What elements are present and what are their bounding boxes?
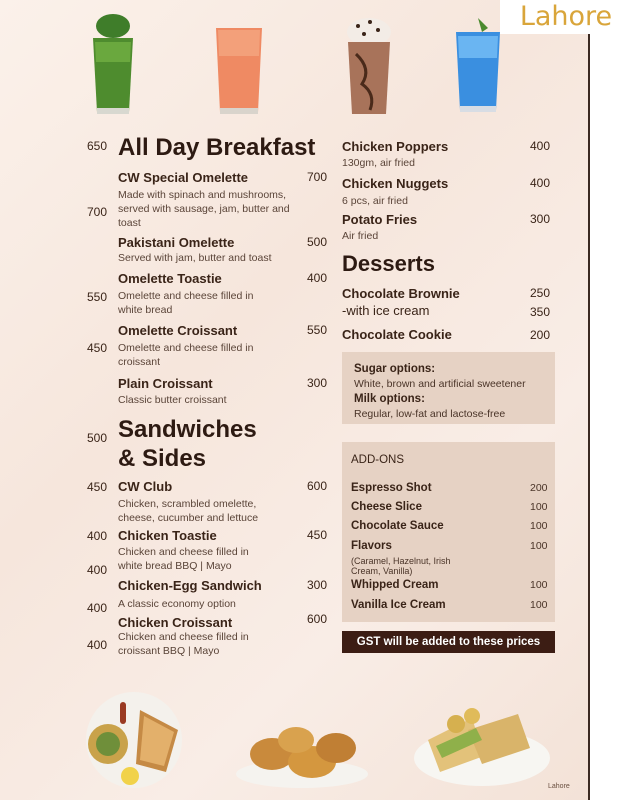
desserts-heading: Desserts	[342, 251, 435, 276]
menu-item-price: 600	[307, 479, 328, 493]
addon-price: 100	[530, 579, 548, 591]
menu-item-desc: Omelette and cheese filled in white bread	[118, 290, 254, 316]
menu-item-price: 300	[530, 212, 551, 226]
addon-price: 200	[530, 482, 548, 494]
menu-item-name: CW Special Omelette	[118, 170, 249, 185]
menu-item-desc: Chicken and cheese filled in croissant BBQ | Mayo	[118, 631, 249, 657]
sandwiches-heading-line2: & Sides	[118, 445, 207, 472]
left-price: 550	[87, 290, 108, 304]
breakfast-plate-image	[78, 690, 190, 790]
juice-image	[212, 26, 266, 116]
sugar-options-text: White, brown and artificial sweetener	[354, 378, 526, 390]
menu-item-name: Chocolate Brownie	[342, 286, 460, 301]
menu-item-price: 400	[530, 176, 551, 190]
menu-item-price: 300	[307, 376, 328, 390]
menu-item-price: 200	[530, 328, 551, 342]
addon-price: 100	[530, 540, 548, 552]
menu-item-name: Chicken-Egg Sandwich	[118, 578, 262, 593]
club-sandwich-image	[412, 700, 552, 790]
menu-item-price: 250	[530, 286, 551, 300]
menu-item-price: 550	[307, 323, 328, 337]
addons-heading: ADD-ONS	[351, 454, 405, 466]
menu-item-desc: 6 pcs, air fried	[342, 195, 408, 207]
sugar-options-label: Sugar options:	[354, 363, 436, 375]
menu-item-desc: A classic economy option	[118, 598, 236, 610]
menu-item-name: Omelette Toastie	[118, 271, 222, 286]
menu-item-desc: Omelette and cheese filled in croissant	[118, 342, 254, 368]
menu-item-desc: Chicken and cheese filled in white bread BBQ | Mayo	[118, 546, 249, 572]
milk-options-text: Regular, low-fat and lactose-free	[354, 408, 506, 420]
menu-item-desc: Chicken, scrambled omelette, cheese, cucumber and lettuce	[118, 498, 259, 524]
left-price: 450	[87, 341, 108, 355]
addon-name: Espresso Shot	[351, 482, 432, 494]
menu-item-desc: Made with spinach and mushrooms, served with sausage, jam, butter and toast	[118, 189, 290, 229]
menu-item-name: Chicken Nuggets	[342, 176, 449, 191]
left-price: 700	[87, 205, 108, 219]
menu-item-name: Omelette Croissant	[118, 323, 238, 338]
chicken-nuggets-image	[232, 718, 372, 790]
menu-item-desc: 130gm, air fried	[342, 157, 415, 169]
left-price: 650	[87, 139, 108, 153]
breakfast-heading: All Day Breakfast	[118, 134, 316, 161]
menu-item-name: Chicken Poppers	[342, 139, 449, 154]
menu-item-price: 500	[307, 235, 328, 249]
green-smoothie-image	[86, 12, 140, 116]
addon-price: 100	[530, 501, 548, 513]
menu-item-price: 600	[307, 612, 328, 626]
menu-item-name: Plain Croissant	[118, 376, 213, 391]
milk-options-label: Milk options:	[354, 393, 425, 405]
addons-box	[342, 442, 555, 622]
brand-label: Lahore	[500, 0, 632, 34]
left-price: 400	[87, 638, 108, 652]
gst-note: GST will be added to these prices	[342, 631, 555, 653]
menu-item-price: 300	[307, 578, 328, 592]
addon-name: Flavors	[351, 540, 392, 552]
right-divider	[588, 0, 590, 800]
menu-item-name: -with ice cream	[342, 303, 430, 318]
addon-price: 100	[530, 520, 548, 532]
addon-name: Cheese Slice	[351, 501, 422, 513]
menu-item-name: CW Club	[118, 479, 173, 494]
menu-item-name: Chocolate Cookie	[342, 327, 452, 342]
footer-note: Lahore	[548, 783, 570, 790]
menu-item-price: 400	[307, 271, 328, 285]
left-price: 400	[87, 601, 108, 615]
addon-sub: (Caramel, Hazelnut, Irish Cream, Vanilla)	[351, 556, 451, 576]
menu-item-name: Potato Fries	[342, 212, 418, 227]
left-price: 400	[87, 529, 108, 543]
menu-item-desc: Air fried	[342, 230, 379, 242]
blue-drink-image	[448, 14, 508, 118]
menu-item-name: Chicken Croissant	[118, 615, 233, 630]
addon-name: Chocolate Sauce	[351, 520, 444, 532]
right-margin	[588, 0, 638, 800]
addon-price: 100	[530, 599, 548, 611]
left-price: 500	[87, 431, 108, 445]
menu-item-price: 400	[530, 139, 551, 153]
menu-item-price: 450	[307, 528, 328, 542]
addon-name: Whipped Cream	[351, 579, 439, 591]
menu-item-desc: Classic butter croissant	[118, 394, 227, 406]
menu-item-name: Pakistani Omelette	[118, 235, 235, 250]
left-price: 400	[87, 563, 108, 577]
left-price: 450	[87, 480, 108, 494]
menu-item-price: 700	[307, 170, 328, 184]
addon-name: Vanilla Ice Cream	[351, 599, 446, 611]
menu-item-name: Chicken Toastie	[118, 528, 217, 543]
sandwiches-heading: Sandwiches	[118, 416, 257, 443]
menu-item-desc: Served with jam, butter and toast	[118, 252, 272, 264]
frappe-image	[342, 14, 396, 118]
menu-item-price: 350	[530, 305, 551, 319]
